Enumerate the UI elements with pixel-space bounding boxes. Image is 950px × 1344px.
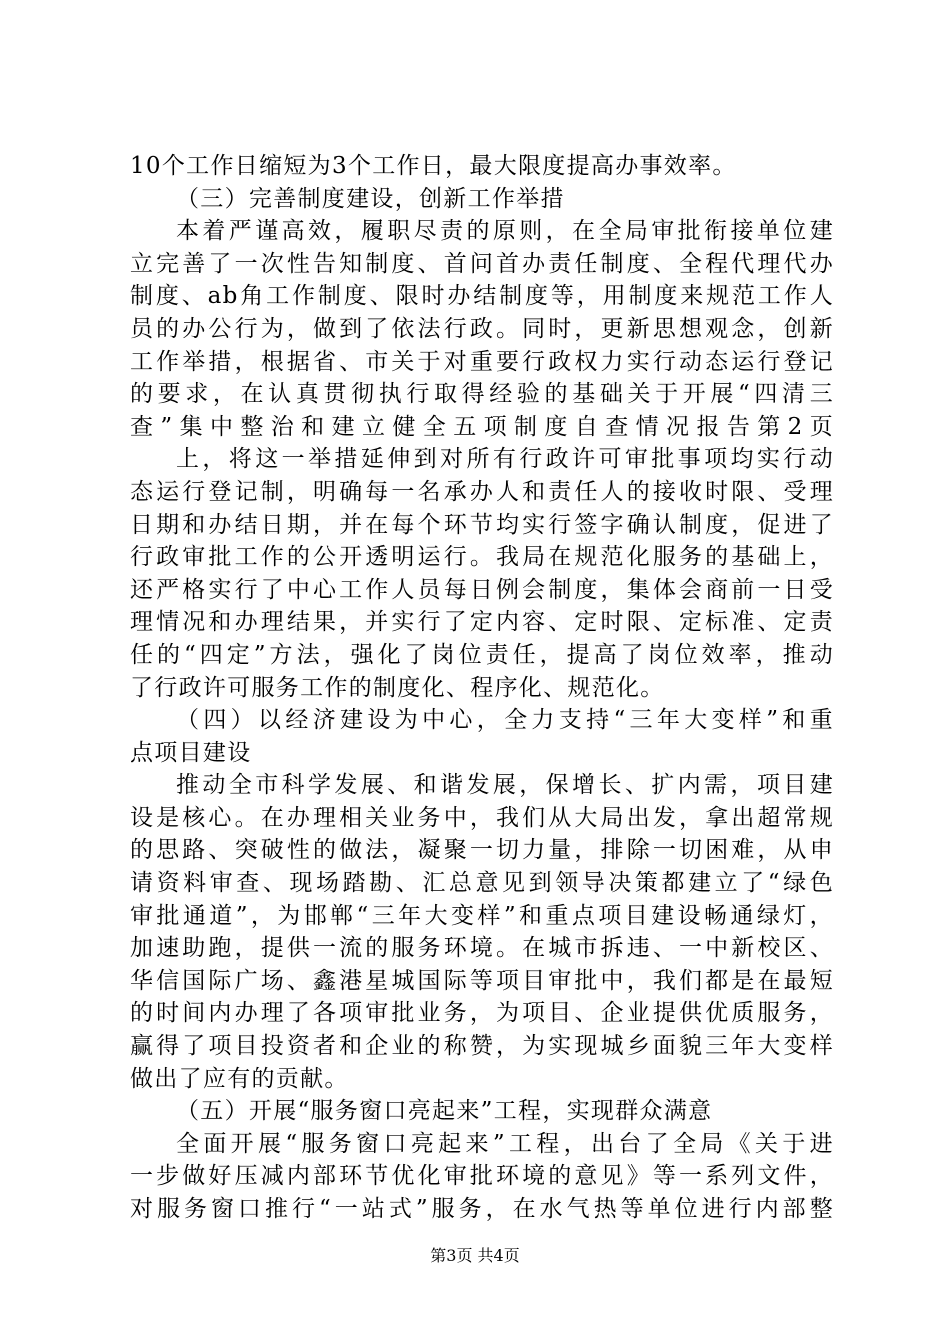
text-line: 推动全市科学发展、和谐发展，保增长、扩内需，项目建 — [176, 772, 834, 799]
text-line: 还严格实行了中心工作人员每日例会制度，集体会商前一日受 — [130, 576, 834, 603]
text-line: （三）完善制度建设，创新工作举措 — [176, 185, 565, 212]
text-line: 了行政许可服务工作的制度化、程序化、规范化。 — [130, 674, 665, 701]
text-line: 华信国际广场、鑫港星城国际等项目审批中，我们都是在最短 — [130, 967, 834, 994]
text-line: 10个工作日缩短为3个工作日，最大限度提高办事效率。 — [130, 153, 737, 179]
text-line: 任的“四定”方法，强化了岗位责任，提高了岗位效率，推动 — [130, 641, 834, 668]
text-line: 一步做好压减内部环节优化审批环境的意见》等一系列文件， — [130, 1163, 834, 1190]
text-line: 制度、ab角工作制度、限时办结制度等，用制度来规范工作人 — [130, 283, 834, 310]
text-line: 理情况和办理结果，并实行了定内容、定时限、定标准、定责 — [130, 609, 834, 636]
text-line: 的要求，在认真贯彻执行取得经验的基础关于开展“四清三 — [130, 381, 834, 408]
text-line: （五）开展“服务窗口亮起来”工程，实现群众满意 — [176, 1098, 713, 1125]
text-line: 立完善了一次性告知制度、首问首办责任制度、全程代理代办 — [130, 250, 834, 277]
text-line: 查”集中整治和建立健全五项制度自查情况报告第2页 — [130, 413, 834, 440]
text-line: 点项目建设 — [130, 739, 252, 766]
text-line: 日期和办结日期，并在每个环节均实行签字确认制度，促进了 — [130, 511, 834, 538]
text-line: 做出了应有的贡献。 — [130, 1065, 349, 1092]
text-line: 的时间内办理了各项审批业务，为项目、企业提供优质服务， — [130, 1000, 834, 1027]
text-line: 请资料审查、现场踏勘、汇总意见到领导决策都建立了“绿色 — [130, 870, 834, 897]
text-line: 加速助跑，提供一流的服务环境。在城市拆违、一中新校区、 — [130, 935, 834, 962]
text-line: 对服务窗口推行“一站式”服务，在水气热等单位进行内部整 — [130, 1196, 834, 1222]
text-line: 全面开展“服务窗口亮起来”工程，出台了全局《关于进 — [176, 1130, 834, 1157]
text-line: 赢得了项目投资者和企业的称赞，为实现城乡面貌三年大变样 — [130, 1033, 834, 1060]
text-line: 审批通道”，为邯郸“三年大变样”和重点项目建设畅通绿灯， — [130, 902, 834, 929]
text-line: 行政审批工作的公开透明运行。我局在规范化服务的基础上， — [130, 544, 834, 571]
text-line: 工作举措，根据省、市关于对重要行政权力实行动态运行登记 — [130, 348, 834, 375]
document-body — [130, 150, 834, 1226]
text-line: 员的办公行为，做到了依法行政。同时，更新思想观念，创新 — [130, 315, 834, 342]
text-line: 设是核心。在办理相关业务中，我们从大局出发，拿出超常规 — [130, 804, 834, 831]
text-line: （四）以经济建设为中心，全力支持“三年大变样”和重 — [176, 707, 834, 734]
text-line: 上，将这一举措延伸到对所有行政许可审批事项均实行动 — [176, 446, 834, 473]
page-footer: 第3页 共4页 — [430, 1246, 520, 1265]
text-line: 的思路、突破性的做法，凝聚一切力量，排除一切困难，从申 — [130, 837, 834, 864]
text-line: 态运行登记制，明确每一名承办人和责任人的接收时限、受理 — [130, 478, 834, 505]
text-line: 本着严谨高效，履职尽责的原则，在全局审批衔接单位建 — [176, 218, 834, 245]
